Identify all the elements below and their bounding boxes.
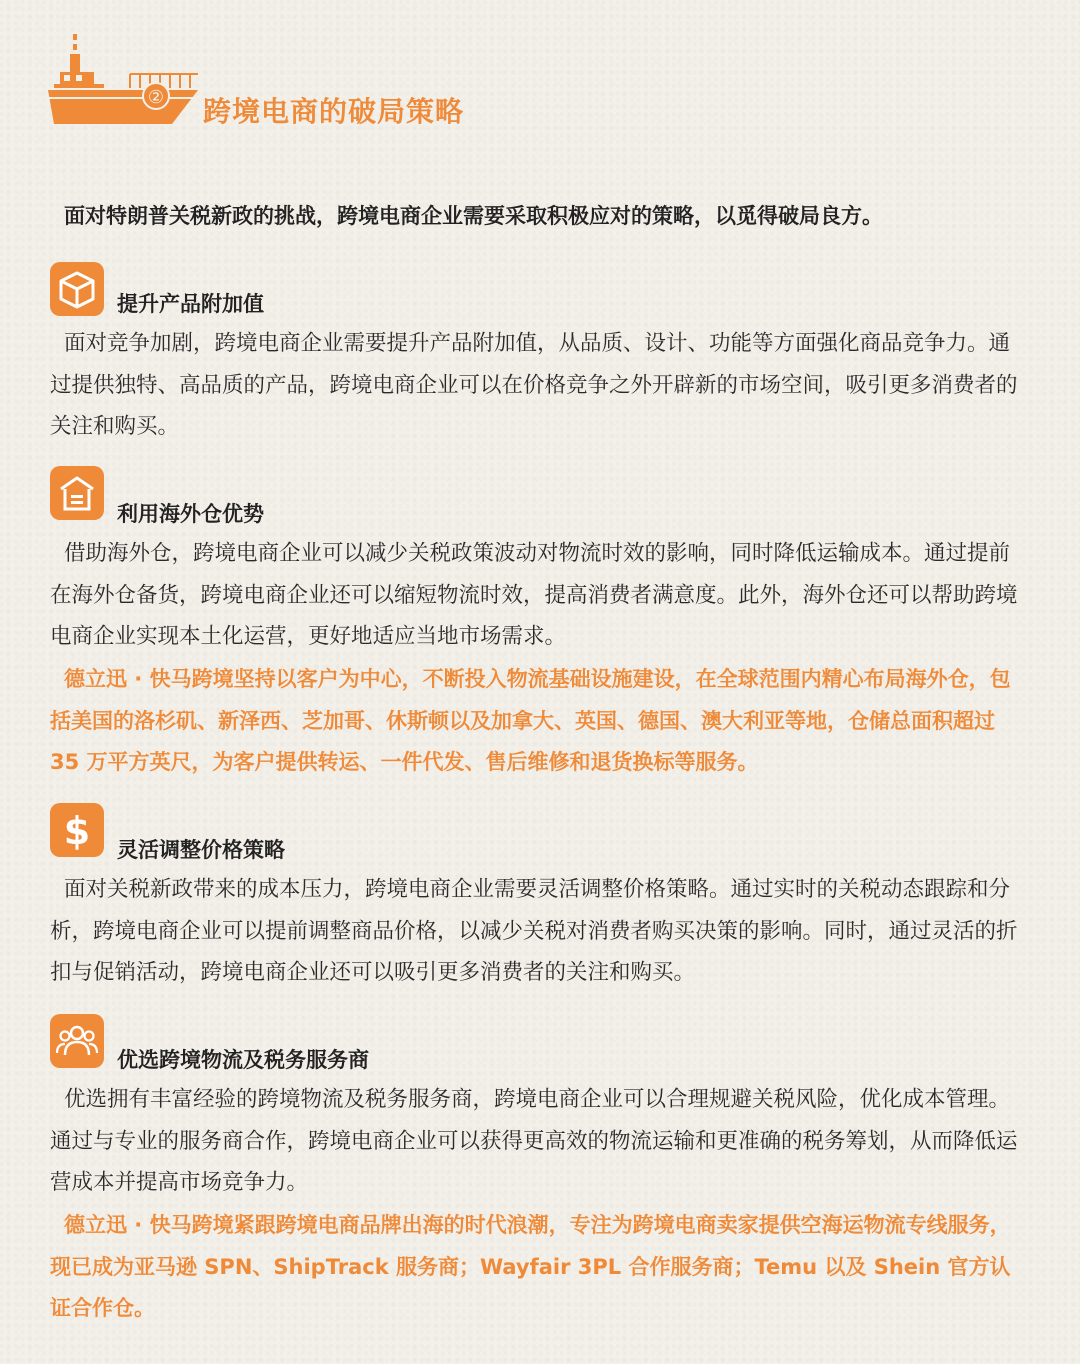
- dollar-icon: [50, 803, 104, 857]
- section-body-service-provider: 优选拥有丰富经验的跨境物流及税务服务商，跨境电商企业可以合理规避关税风险，优化成本管理。通过与专业的服务商合作，跨境电商企业可以获得更高效的物流运输和更准确的税务筹划，从而降低运营成本并提高市场竞争力。: [50, 1087, 1018, 1195]
- people-icon: [50, 1014, 104, 1068]
- svg-text:②: ②: [147, 87, 165, 108]
- section-title-service-provider: 优选跨境物流及税务服务商: [117, 1048, 369, 1072]
- section-title-value-add: 提升产品附加值: [117, 292, 264, 316]
- section-body-pricing: 面对关税新政带来的成本压力，跨境电商企业需要灵活调整价格策略。通过实时的关税动态跟踪和分析，跨境电商企业可以提前调整商品价格，以减少关税对消费者购买决策的影响。同时，通过灵活的折扣与促销活动，跨境电商企业还可以吸引更多消费者的关注和购买。: [50, 877, 1018, 985]
- box-icon: [50, 262, 104, 316]
- section-highlight-overseas-warehouse: 德立迅 · 快马跨境坚持以客户为中心，不断投入物流基础设施建设，在全球范围内精心布局海外仓，包括美国的洛杉矶、新泽西、芝加哥、休斯顿以及加拿大、英国、德国、澳大利亚等地，仓储总面积超过 35 万平方英尺，为客户提供转运、一件代发、售后维修和退货换标等服务。: [50, 667, 1011, 774]
- svg-text:$: $: [63, 809, 91, 852]
- ship-icon: [48, 28, 198, 128]
- section-header: [48, 28, 608, 132]
- section-title-pricing: 灵活调整价格策略: [117, 838, 285, 862]
- section-title-overseas-warehouse: 利用海外仓优势: [117, 502, 264, 526]
- warehouse-icon: [50, 466, 104, 520]
- section-body-overseas-warehouse: 借助海外仓，跨境电商企业可以减少关税政策波动对物流时效的影响，同时降低运输成本。通过提前在海外仓备货，跨境电商企业还可以缩短物流时效，提高消费者满意度。此外，海外仓还可以帮助跨境电商企业实现本土化运营，更好地适应当地市场需求。: [50, 541, 1018, 649]
- section-highlight-service-provider: 德立迅 · 快马跨境紧跟跨境电商品牌出海的时代浪潮，专注为跨境电商卖家提供空海运物流专线服务，现已成为亚马逊 SPN、ShipTrack 服务商；Wayfair 3PL 合作服务商；Temu 以及 Shein 官方认证合作仓。: [50, 1213, 1011, 1320]
- section-body-value-add: 面对竞争加剧，跨境电商企业需要提升产品附加值，从品质、设计、功能等方面强化商品竞争力。通过提供独特、高品质的产品，跨境电商企业可以在价格竞争之外开辟新的市场空间，吸引更多消费者的关注和购买。: [50, 331, 1018, 439]
- intro-text: 面对特朗普关税新政的挑战，跨境电商企业需要采取积极应对的策略，以觅得破局良方。: [64, 204, 883, 228]
- page-title: 跨境电商的破局策略: [203, 95, 465, 128]
